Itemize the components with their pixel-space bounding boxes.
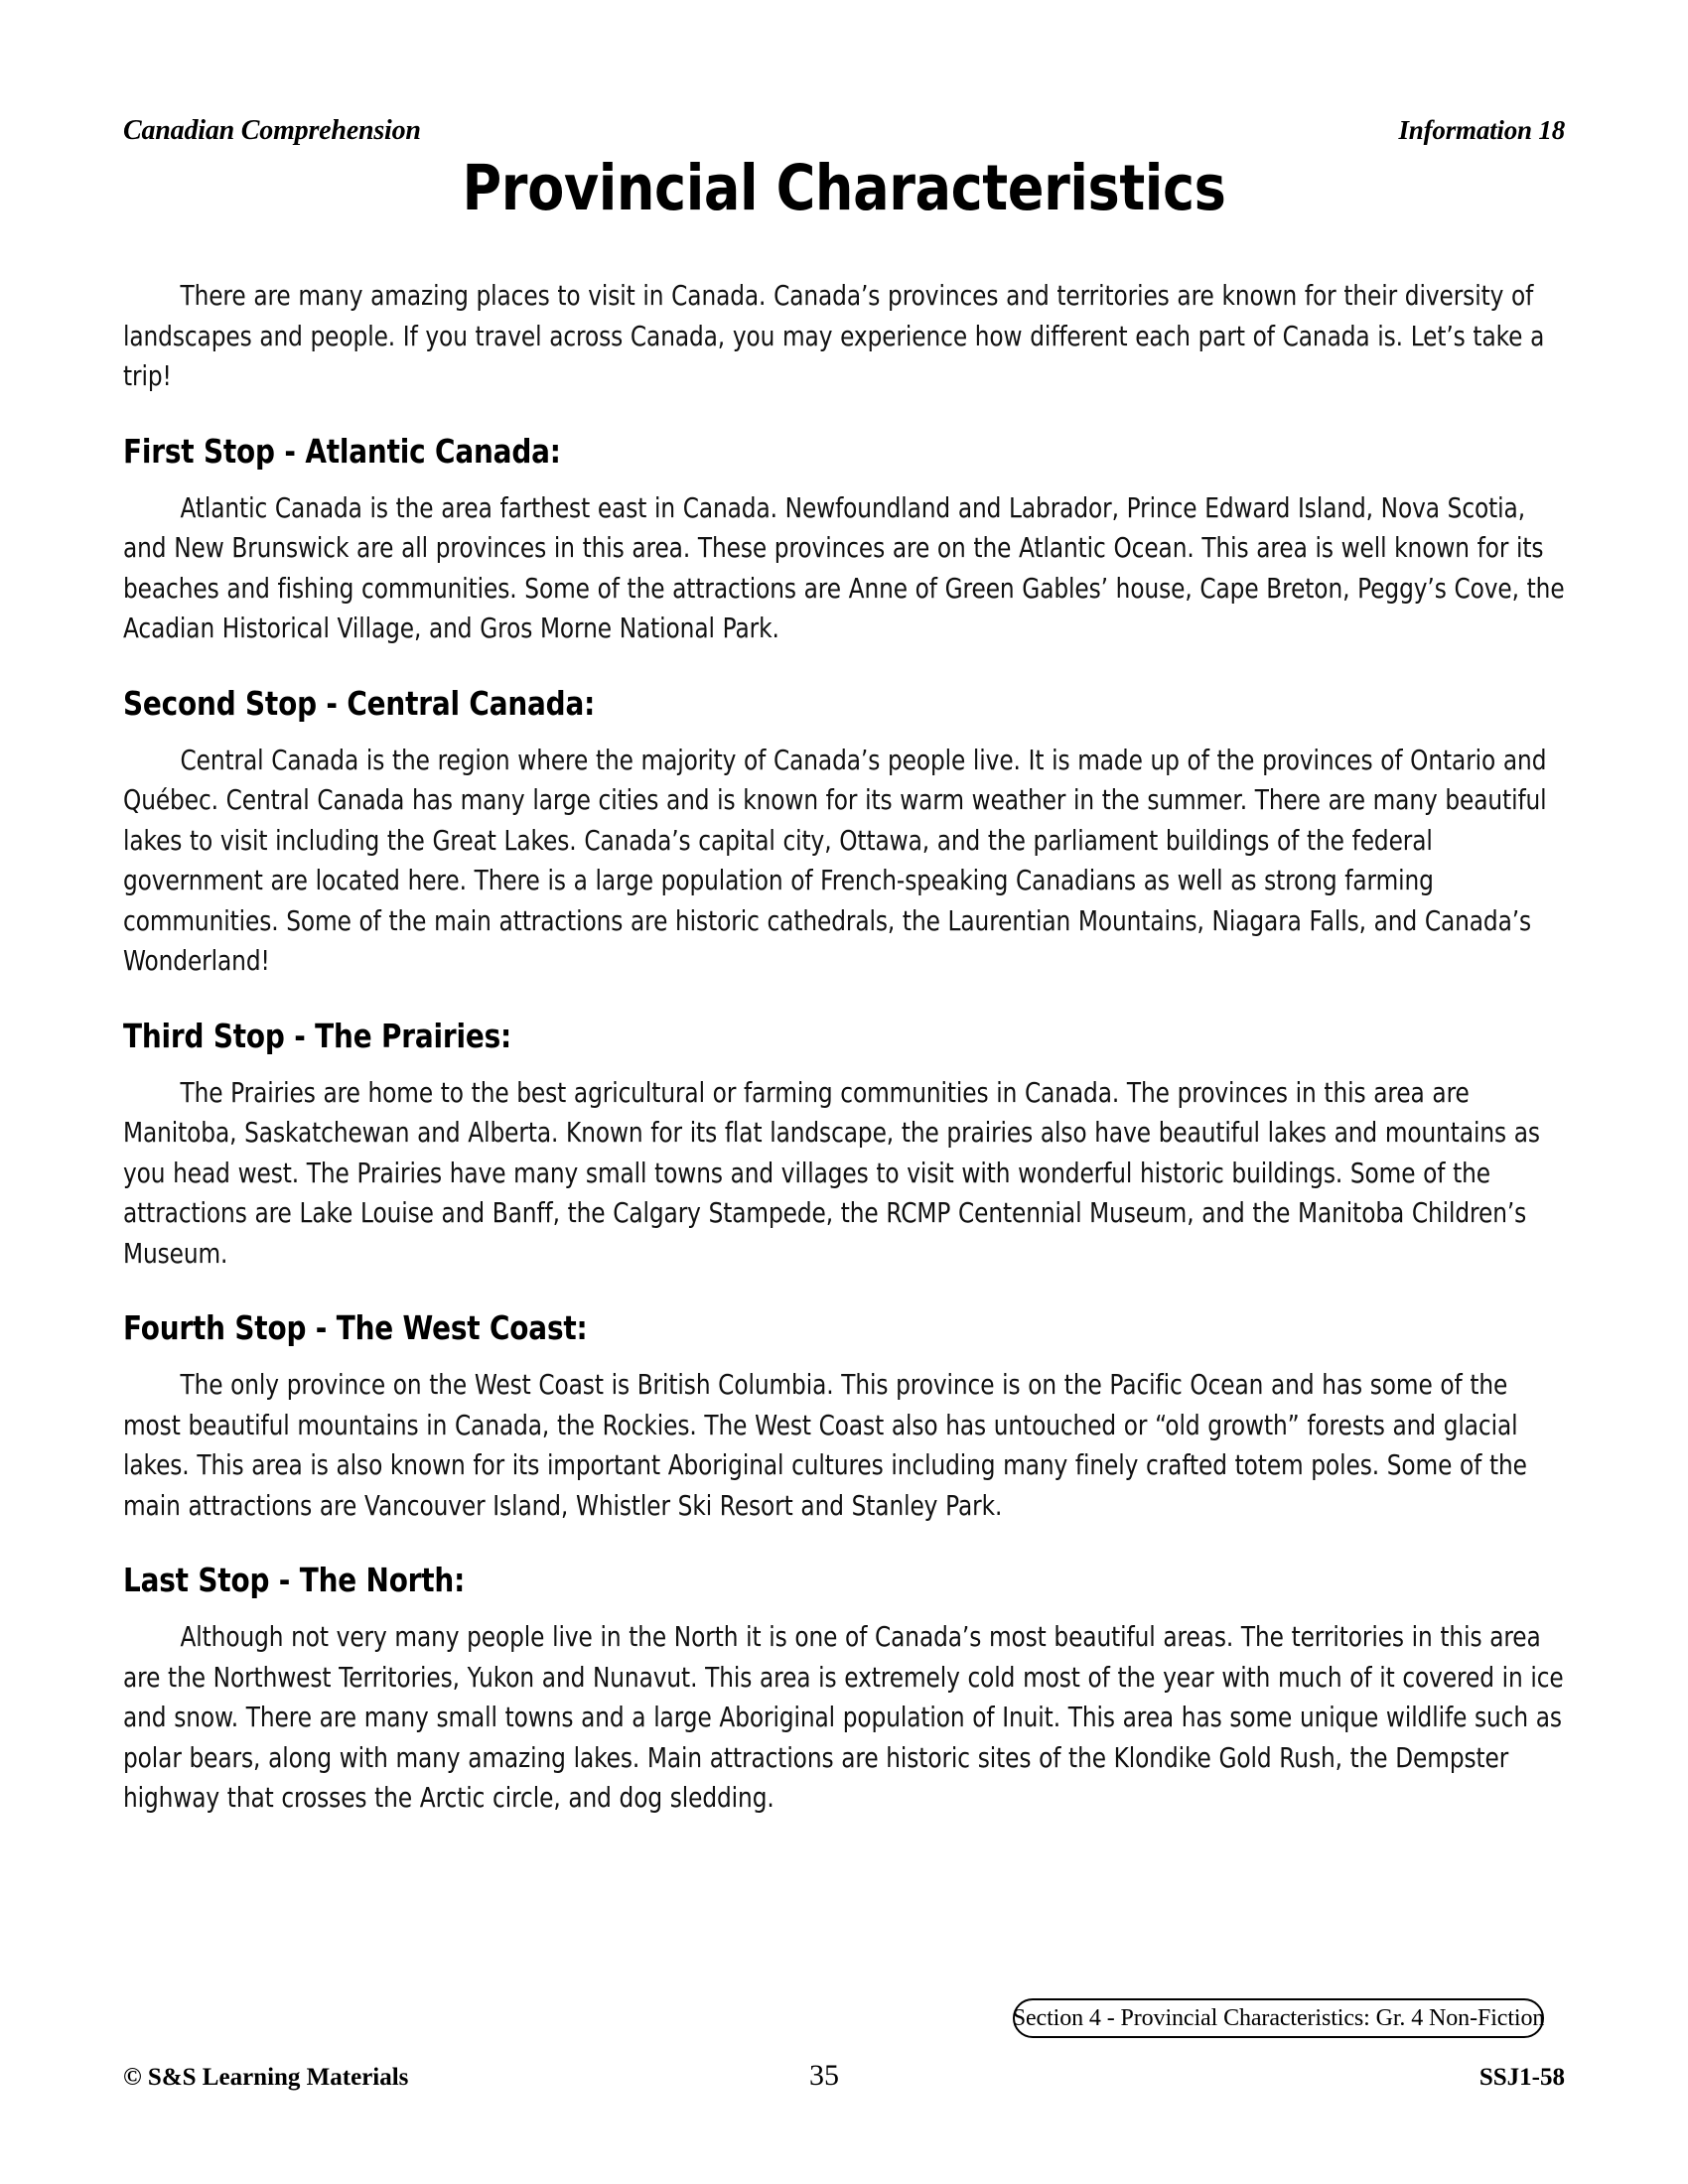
- page-footer: [123, 2059, 1565, 2093]
- section-paragraph: Although not very many people live in the North it is one of Canada’s most beautiful areas. The territories in this area are the Northwest Territories, Yukon and Nunavut. This area is extremely cold most of the year with much of it covered in ice and snow. There are many small towns and a large Aboriginal population of Inuit. This area has some unique wildlife such as polar bears, along with many amazing lakes. Main attractions are historic sites of the Klondike Gold Rush, the Dempster highway that crosses the Arctic circle, and dog sledding.: [123, 1621, 1564, 1814]
- footer-product-code: SSJ1-58: [1478, 2064, 1565, 2091]
- section-caption-badge: [1013, 1998, 1544, 2038]
- footer-copyright: © S&S Learning Materials: [123, 2064, 409, 2091]
- intro-paragraph: There are many amazing places to visit in Canada. Canada’s provinces and territories are known for their diversity of landscapes and people. If you travel across Canada, you may experience how different each part of Canada is. Let’s take a trip!: [123, 280, 1545, 392]
- section-the-prairies: [123, 1016, 1569, 1275]
- section-the-north: [123, 1560, 1569, 1819]
- section-central-canada: [123, 683, 1569, 982]
- section-paragraph: The Prairies are home to the best agricultural or farming communities in Canada. The provinces in this area are Manitoba, Saskatchewan and Alberta. Known for its flat landscape, the prairies also have beautiful lakes and mountains as you head west. The Prairies have many small towns and villages to visit with wonderful historic buildings. Some of the attractions are Lake Louise and Banff, the Calgary Stampede, the RCMP Centennial Museum, and the Manitoba Children’s Museum.: [123, 1076, 1540, 1270]
- running-head-left: Canadian Comprehension: [123, 115, 421, 146]
- running-head: [123, 115, 1565, 147]
- footer-page-number: 35: [809, 2059, 839, 2092]
- page-title: Provincial Characteristics: [462, 152, 1226, 224]
- running-head-right: Information 18: [1398, 115, 1565, 145]
- section-heading: Last Stop - The North:: [123, 1561, 466, 1599]
- section-heading: Second Stop - Central Canada:: [123, 683, 596, 723]
- section-the-west-coast: [123, 1307, 1569, 1526]
- section-paragraph: Central Canada is the region where the majority of Canada’s people live. It is made up of the provinces of Ontario and Québec. Central Canada has many large cities and is known for its warm weather in the summer. There are many beautiful lakes to visit including the Great Lakes. Canada’s capital city, Ottawa, and the parliament buildings of the federal government are located here. There is a large population of French-speaking Canadians as well as strong farming communities. Some of the main attractions are historic cathedrals, the Laurentian Mountains, Niagara Falls, and Canada’s Wonderland!: [123, 744, 1547, 977]
- section-paragraph: Atlantic Canada is the area farthest east in Canada. Newfoundland and Labrador, Prince Edward Island, Nova Scotia, and New Brunswick are all provinces in this area. These provinces are on the Atlantic Ocean. This area is well known for its beaches and fishing communities. Some of the attractions are Anne of Green Gables’ house, Cape Breton, Peggy’s Cove, the Acadian Historical Village, and Gros Morne National Park.: [123, 491, 1565, 644]
- section-caption-label: Section 4 - Provincial Characteristics: Gr. 4 Non-Fiction: [1012, 2004, 1545, 2031]
- section-heading: Fourth Stop - The West Coast:: [123, 1308, 588, 1347]
- section-paragraph: The only province on the West Coast is British Columbia. This province is on the Pacific Ocean and has some of the most beautiful mountains in Canada, the Rockies. The West Coast also has untouched or “old growth” forests and glacial lakes. This area is also known for its important Aboriginal cultures including many finely crafted totem poles. Some of the main attractions are Vancouver Island, Whistler Ski Resort and Stanley Park.: [123, 1369, 1527, 1522]
- section-heading: Third Stop - The Prairies:: [123, 1016, 512, 1055]
- section-heading: First Stop - Atlantic Canada:: [123, 431, 561, 471]
- article-body: [123, 276, 1569, 1819]
- section-atlantic-canada: [123, 431, 1569, 649]
